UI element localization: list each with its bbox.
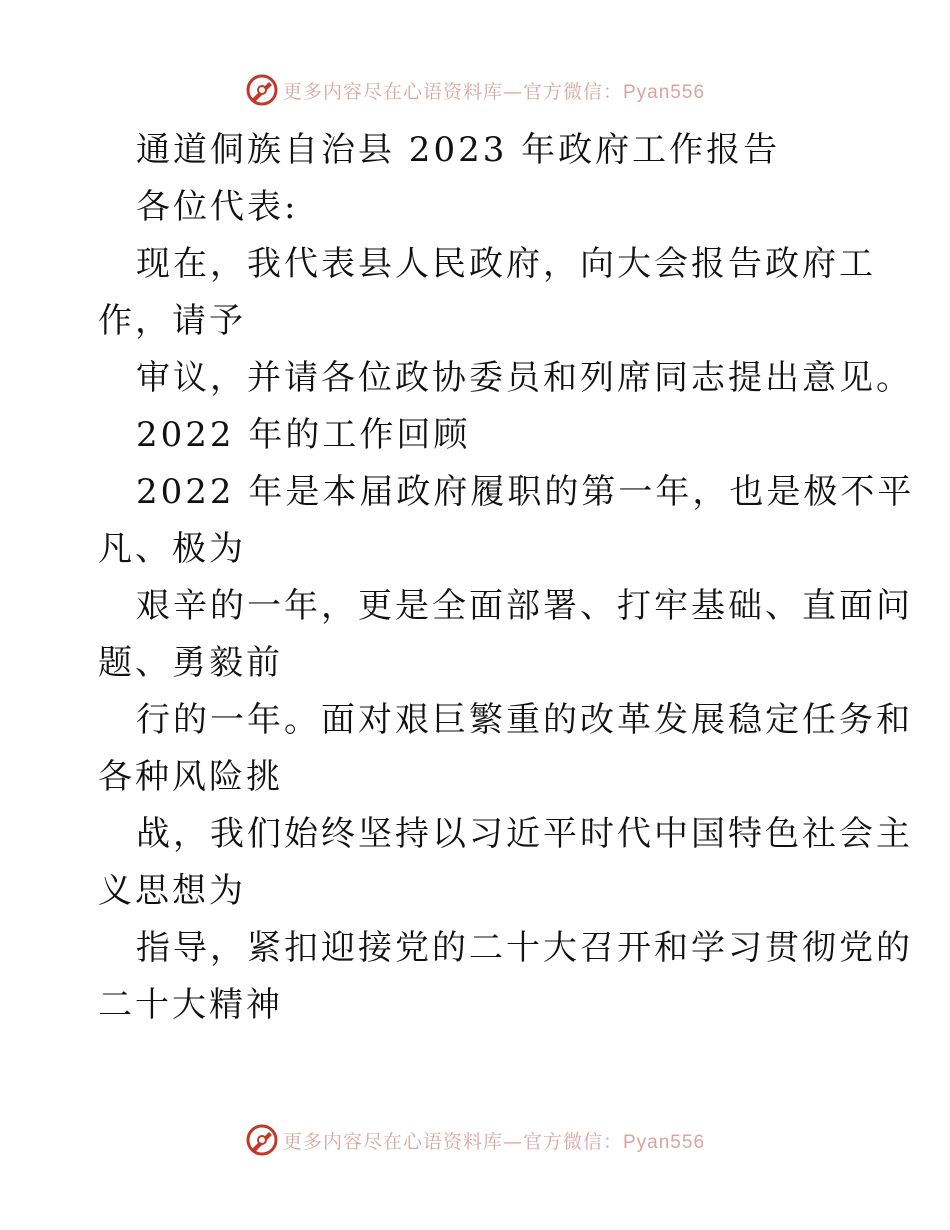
- quill-logo-icon: [245, 1123, 279, 1157]
- wechat-id: Pyan556: [623, 1131, 706, 1153]
- header-watermark: [0, 70, 950, 110]
- footer-watermark: [0, 1120, 950, 1160]
- document-body: [98, 122, 915, 1034]
- doc-line: 凡、极为: [98, 529, 246, 569]
- doc-line: 2022 年是本届政府履职的第一年，也是极不平: [136, 472, 915, 512]
- doc-line: 2022 年的工作回顾: [136, 415, 471, 455]
- wechat-id: Pyan556: [623, 81, 706, 103]
- doc-line: 二十大精神: [98, 985, 283, 1025]
- watermark-text: 更多内容尽在心语资料库—官方微信：Pyan556: [282, 80, 706, 103]
- doc-line: 艰辛的一年，更是全面部署、打牢基础、直面问: [136, 586, 913, 626]
- doc-line: 通道侗族自治县 2023 年政府工作报告: [136, 130, 781, 170]
- doc-line: 审议，并请各位政协委员和列席同志提出意见。: [136, 358, 913, 398]
- quill-logo-icon: [245, 73, 279, 107]
- doc-line: 题、勇毅前: [98, 643, 283, 683]
- doc-line: 义思想为: [98, 871, 246, 911]
- doc-line: 各种风险挑: [98, 757, 283, 797]
- doc-line: 现在，我代表县人民政府，向大会报告政府工: [136, 244, 876, 284]
- doc-line: 行的一年。面对艰巨繁重的改革发展稳定任务和: [136, 700, 913, 740]
- doc-line: 战，我们始终坚持以习近平时代中国特色社会主: [136, 814, 913, 854]
- doc-line: 指导，紧扣迎接党的二十大召开和学习贯彻党的: [136, 928, 913, 968]
- watermark-text: 更多内容尽在心语资料库—官方微信：Pyan556: [282, 1130, 706, 1153]
- doc-line: 作，请予: [98, 301, 246, 341]
- doc-line: 各位代表:: [136, 187, 299, 227]
